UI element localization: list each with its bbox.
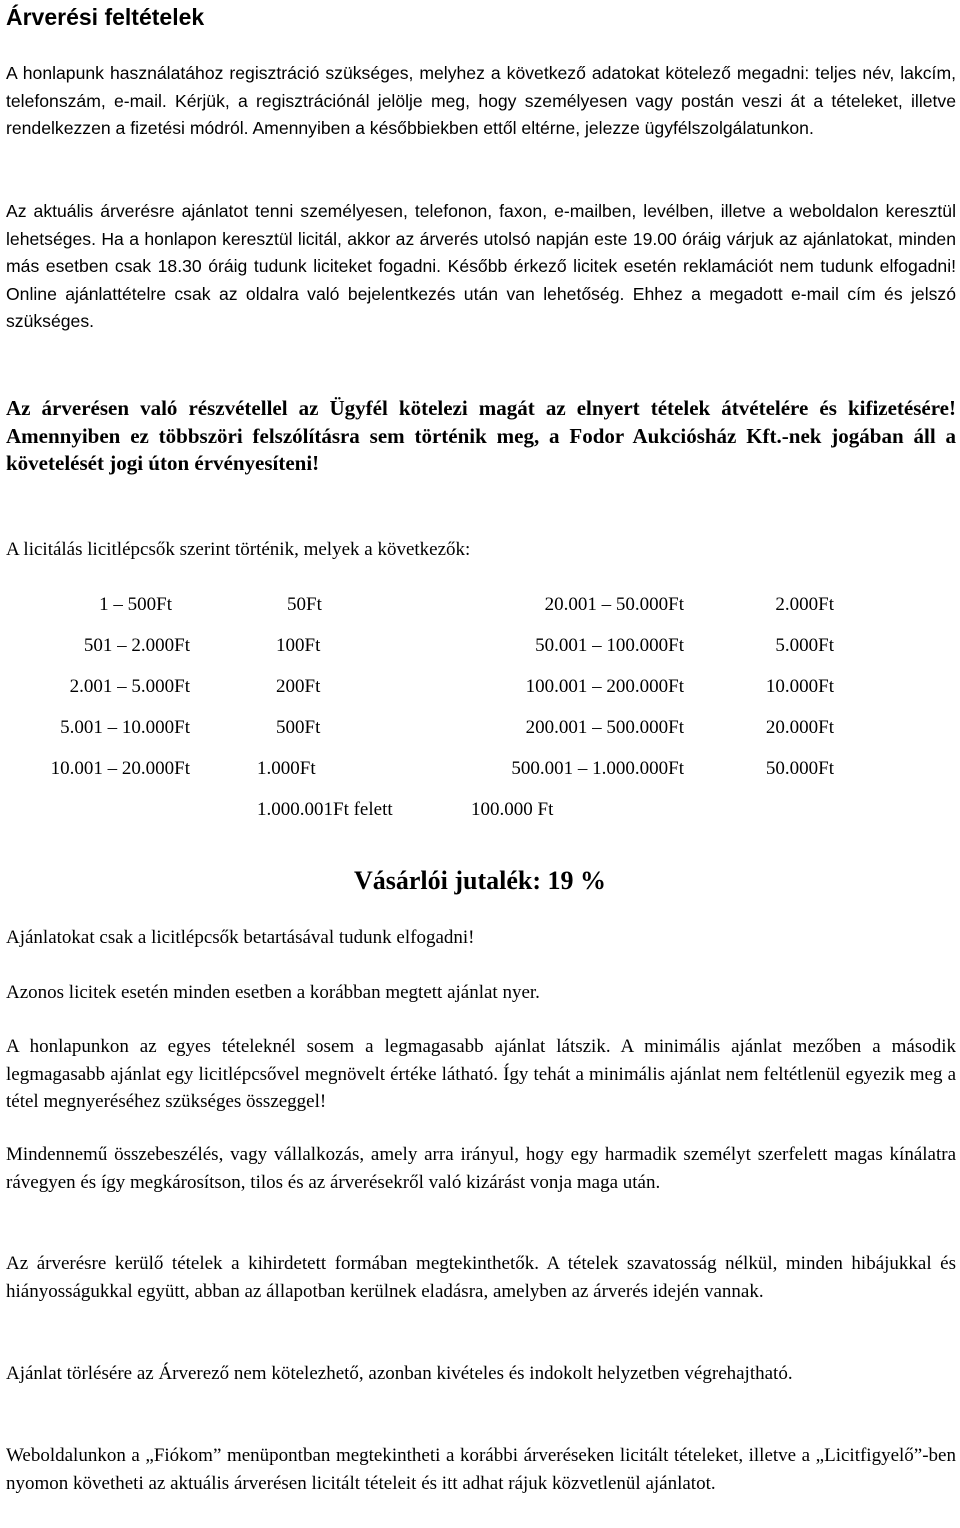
equal-bids-paragraph: Azonos licitek esetén minden esetben a korábban megtett ajánlat nyer. [6,982,540,1003]
bid-step-increment: 1.000Ft [257,758,316,779]
bid-withdrawal-paragraph: Ajánlat törlésére az Árverező nem kötelezhető, azonban kivételes és indokolt helyzetben végrehajtható. [6,1363,793,1384]
bid-step-increment: 10.000Ft [765,676,834,697]
obligation-notice: Az árverésen való részvétellel az Ügyfél kötelezi magát az elnyert tételek átvételére és kifizetésére! Amennyiben ez többszöri felszólításra sem történik meg, a Fodor Aukciósház Kft.-nek jogában áll a követelését jogi úton érvényesíteni! [6,396,956,475]
bid-steps-intro: A licitálás licitlépcsők szerint történik, melyek a következők: [6,539,471,560]
bid-step-range: 1.000.001Ft felett [257,799,393,820]
bid-step-increment: 500Ft [276,717,321,738]
offers-paragraph: Az aktuális árverésre ajánlatot tenni személyesen, telefonon, faxon, e-mailben, levélben, illetve a weboldalon keresztül lehetséges. Ha a honlapon keresztül licitál, akkor az árverés utolsó napján este 19.00 óráig várjuk az ajánlatokat, minden más esetben csak 18.30 óráig tudunk liciteket fogadni. Később érkező licitek esetén reklamációt nem tudunk elfogadni! Online ajánlattételre csak az oldalra való bejelentkezés után van lehetőség. Ehhez a megadott e-mail cím és jelszó szükséges. [6,201,956,331]
bid-step-increment: 100.000 Ft [471,799,554,820]
buyer-commission: Vásárlói jutalék: 19 % [353,866,607,895]
registration-paragraph: A honlapunk használatához regisztráció szükséges, melyhez a következő adatokat kötelező megadni: teljes név, lakcím, telefonszám, e-mail. Kérjük, a regisztrációnál jelölje meg, hogy személyesen vagy postán veszi át a tételeket, illetve rendelkezzen a fizetési módról. Amennyiben a későbbiekben ettől eltérne, jelezze ügyfélszolgálatunkon. [6,63,956,138]
bid-step-range: 10.001 – 20.000Ft [50,758,190,779]
bid-step-range: 1 – 500Ft [99,594,172,615]
bid-step-range: 100.001 – 200.000Ft [525,676,684,697]
bid-step-increment: 50.000Ft [765,758,834,779]
bid-step-increment: 2.000Ft [775,594,834,615]
bid-step-increment: 20.000Ft [765,717,834,738]
bid-step-increment: 200Ft [276,676,321,697]
bid-step-range: 5.001 – 10.000Ft [60,717,190,738]
bid-step-range: 200.001 – 500.000Ft [525,717,684,738]
account-paragraph: Weboldalunkon a „Fiókom” menüpontban megtekintheti a korábbi árveréseken licitált tételeket, illetve a „Licitfigyelő”-ben nyomon követheti az aktuális árverésen licitált tételeit és itt adhat rájuk közvetlenül ajánlatot. [6,1445,956,1494]
steps-only-paragraph: Ajánlatokat csak a licitlépcsők betartásával tudunk elfogadni! [6,927,475,948]
bid-step-range: 2.001 – 5.000Ft [69,676,190,697]
bid-step-range: 501 – 2.000Ft [83,635,190,656]
items-condition-paragraph: Az árverésre kerülő tételek a kihirdetett formában megtekinthetők. A tételek szavatosság nélkül, minden hibájukkal és hiányosságukkal együtt, abban az állapotban kerülnek eladásra, amelyben az árverés idején vannak. [6,1253,956,1302]
bid-step-range: 50.001 – 100.000Ft [535,635,684,656]
bid-step-increment: 50Ft [287,594,322,615]
highest-bid-paragraph: A honlapunkon az egyes tételeknél sosem a legmagasabb ajánlat látszik. A minimális ajánlat mezőben a második legmagasabb ajánlat egy licitlépcsővel megnövelt értéke látható. Így tehát a minimális ajánlat nem feltétlenül egyezik meg a tétel megnyeréséhez szükséges összeggel! [6,1036,956,1112]
bid-step-range: 500.001 – 1.000.000Ft [511,758,684,779]
bid-step-increment: 5.000Ft [775,635,834,656]
page-title: Árverési feltételek [6,4,205,30]
collusion-paragraph: Mindennemű összebeszélés, vagy vállalkozás, amely arra irányul, hogy egy harmadik személyt szerfelett magas kínálatra rávegyen és így megkárosítson, tilos és az árverésekről való kizárást vonja maga után. [6,1144,956,1193]
bid-step-range: 20.001 – 50.000Ft [544,594,684,615]
bid-step-increment: 100Ft [276,635,321,656]
